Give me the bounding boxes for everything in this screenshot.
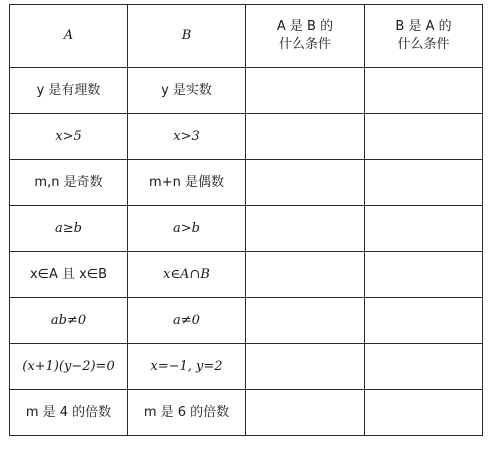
cell-answer-d[interactable] [365,252,483,298]
cell-a: m 是 4 的倍数 [10,390,128,436]
cell-answer-d[interactable] [365,344,483,390]
cell-answer-c[interactable] [246,68,365,114]
cell-b: m 是 6 的倍数 [128,390,246,436]
header-a: A [10,5,128,68]
cell-b: a>b [128,206,246,252]
cell-answer-c[interactable] [246,298,365,344]
cell-a: a≥b [10,206,128,252]
cell-answer-d[interactable] [365,114,483,160]
cell-a: m,n 是奇数 [10,160,128,206]
table-row [10,68,483,114]
cell-a: x>5 [10,114,128,160]
cell-a: x∈A 且 x∈B [10,252,128,298]
cell-answer-c[interactable] [246,206,365,252]
cell-b: m+n 是偶数 [128,160,246,206]
header-b: B [128,5,246,68]
table-row [10,206,483,252]
cell-answer-c[interactable] [246,252,365,298]
conditions-table [9,4,483,436]
cell-answer-d[interactable] [365,68,483,114]
table-header-row [10,5,483,68]
cell-a: y 是有理数 [10,68,128,114]
cell-answer-c[interactable] [246,344,365,390]
cell-answer-d[interactable] [365,206,483,252]
header-b-is-a-condition: B 是 A 的 什么条件 [365,5,483,68]
cell-answer-c[interactable] [246,114,365,160]
cell-answer-d[interactable] [365,298,483,344]
table-row [10,252,483,298]
cell-a: (x+1)(y−2)=0 [10,344,128,390]
table-row [10,114,483,160]
cell-answer-d[interactable] [365,390,483,436]
cell-b: x∈A∩B [128,252,246,298]
cell-b: a≠0 [128,298,246,344]
header-a-is-b-condition: A 是 B 的 什么条件 [246,5,365,68]
cell-answer-c[interactable] [246,160,365,206]
table-row [10,390,483,436]
cell-b: x>3 [128,114,246,160]
cell-a: ab≠0 [10,298,128,344]
cell-answer-d[interactable] [365,160,483,206]
cell-b: x=−1, y=2 [128,344,246,390]
table-row [10,344,483,390]
table-row [10,298,483,344]
cell-b: y 是实数 [128,68,246,114]
cell-answer-c[interactable] [246,390,365,436]
table-row [10,160,483,206]
